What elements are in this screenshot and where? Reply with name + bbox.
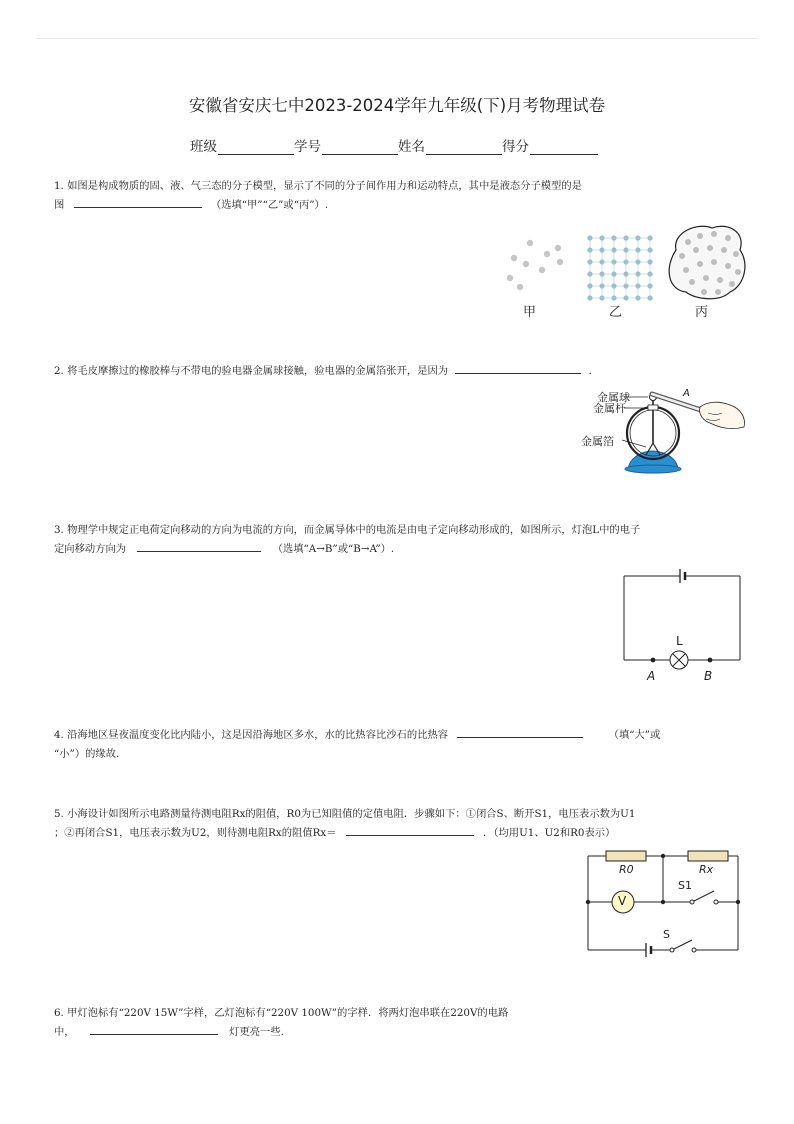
answer-blank[interactable]	[137, 540, 261, 552]
question-number: 1.	[54, 180, 64, 192]
question-6	[54, 1004, 744, 1042]
lattice-molecule	[599, 283, 604, 288]
class-label: 班级	[190, 139, 217, 155]
question-text: （选填“A→B”或“B→A”）.	[272, 543, 395, 555]
lattice-molecule	[635, 247, 640, 252]
resistance-circuit-figure	[584, 846, 744, 958]
lattice-molecule	[599, 295, 604, 300]
answer-blank[interactable]	[74, 196, 202, 208]
question-text: “小”）的缘故.	[54, 748, 120, 760]
question-text: 物理学中规定正电荷定向移动的方向为电流的方向，而金属导体中的电流是由电子定向移动形成的，如图所示，灯泡L中的电子	[67, 524, 641, 536]
label-r0: R0	[619, 863, 634, 876]
question-number: 2.	[54, 365, 64, 377]
label-metal-ball: 金属球	[597, 391, 630, 404]
answer-blank[interactable]	[457, 726, 583, 738]
label-metal-foil: 金属箔	[581, 435, 614, 448]
header-divider	[36, 38, 758, 39]
lattice-molecule	[635, 271, 640, 276]
answer-blank[interactable]	[346, 824, 474, 836]
lattice-molecule	[623, 247, 628, 252]
molecule-models-figure	[500, 220, 750, 320]
lattice-molecule	[587, 259, 592, 264]
lattice-molecule	[635, 235, 640, 240]
lattice-molecule	[611, 247, 616, 252]
lattice-molecule	[587, 247, 592, 252]
question-text: （填“大”或	[608, 729, 661, 741]
student-info-row	[190, 135, 598, 155]
label-point-a: A	[647, 669, 656, 683]
question-number: 6.	[54, 1007, 64, 1019]
page-title: 安徽省安庆七中2023-2024学年九年级(下)月考物理试卷	[188, 96, 606, 115]
lattice-molecule	[611, 235, 616, 240]
question-text: ．（均用U1、U2和R0表示）	[483, 827, 616, 839]
class-blank[interactable]	[218, 140, 294, 155]
question-text: 将毛皮摩擦过的橡胶棒与不带电的验电器金属球接触，验电器的金属箔张开，是因为	[67, 365, 449, 377]
question-number: 3.	[54, 524, 64, 536]
question-number: 4.	[54, 729, 64, 741]
name-blank[interactable]	[426, 140, 502, 155]
lattice-molecule	[599, 259, 604, 264]
answer-blank[interactable]	[90, 1023, 218, 1035]
lattice-molecule	[623, 283, 628, 288]
lattice-molecule	[611, 259, 616, 264]
question-text: 沿海地区昼夜温度变化比内陆小，这是因沿海地区多水，水的比热容比沙石的比热容	[67, 729, 449, 741]
voltmeter-label: V	[618, 894, 627, 908]
lattice-molecule	[623, 259, 628, 264]
id-label: 学号	[294, 139, 321, 155]
lattice-molecule	[599, 271, 604, 276]
question-number: 5.	[54, 808, 64, 820]
answer-blank[interactable]	[455, 362, 581, 374]
lattice-molecule	[599, 235, 604, 240]
lattice-molecule	[623, 271, 628, 276]
lattice-molecule	[647, 259, 652, 264]
label-rod-a: A	[683, 388, 690, 399]
label-rx: Rx	[699, 863, 714, 876]
label-s: S	[663, 928, 670, 941]
label-s1: S1	[678, 879, 692, 892]
lattice-molecule	[647, 295, 652, 300]
lattice-molecule	[599, 247, 604, 252]
question-4	[54, 726, 744, 764]
question-text: .	[588, 365, 592, 377]
figure-label-jia: 甲	[523, 305, 537, 320]
figure-label-bing: 丙	[695, 305, 709, 320]
question-2	[54, 362, 744, 381]
lattice-molecule	[587, 235, 592, 240]
question-text: （选填“甲”“乙”或“丙”）.	[210, 199, 329, 211]
name-label: 姓名	[398, 139, 425, 155]
lattice-molecule	[611, 295, 616, 300]
lattice-molecule	[587, 283, 592, 288]
score-label: 得分	[502, 139, 529, 155]
lamp-circuit-figure	[616, 562, 748, 682]
lattice-molecule	[635, 283, 640, 288]
lattice-molecule	[647, 235, 652, 240]
question-text: 小海设计如图所示电路测量待测电阻Rx的阻值，R0为已知阻值的定值电阻．步骤如下：①闭合S、断开S1，电压表示数为U1	[67, 808, 636, 820]
lattice-molecule	[635, 295, 640, 300]
lattice-molecule	[635, 259, 640, 264]
question-text: 定向移动方向为	[54, 543, 127, 555]
question-3	[54, 521, 744, 559]
lattice-molecule	[647, 283, 652, 288]
question-text: 中，	[54, 1026, 75, 1038]
label-point-b: B	[704, 669, 713, 683]
question-text: 甲灯泡标有“220V 15W”字样，乙灯泡标有“220V 100W”的字样．将两灯泡串联在220V的电路	[67, 1007, 509, 1019]
lattice-molecule	[587, 295, 592, 300]
figure-label-yi: 乙	[609, 305, 623, 320]
lattice-molecule	[587, 271, 592, 276]
question-1	[54, 177, 744, 215]
lattice-molecule	[611, 283, 616, 288]
question-text: 灯更亮一些.	[229, 1026, 284, 1038]
label-lamp-l: L	[676, 634, 683, 648]
lattice-molecule	[611, 271, 616, 276]
question-text: ；②再闭合S1，电压表示数为U2，则待测电阻Rx的阻值Rx＝	[54, 827, 337, 839]
question-text: 如图是构成物质的固、液、气三态的分子模型，显示了不同的分子间作用力和运动特点，其中是液态分子模型的是	[67, 180, 582, 192]
lattice-molecule	[623, 295, 628, 300]
label-metal-rod: 金属杆	[593, 402, 626, 415]
lattice-molecule	[647, 247, 652, 252]
lattice-molecule	[647, 271, 652, 276]
question-text: 图	[54, 199, 65, 211]
lattice-molecule	[623, 235, 628, 240]
question-5	[54, 805, 744, 843]
score-blank[interactable]	[530, 140, 598, 155]
id-blank[interactable]	[322, 140, 398, 155]
